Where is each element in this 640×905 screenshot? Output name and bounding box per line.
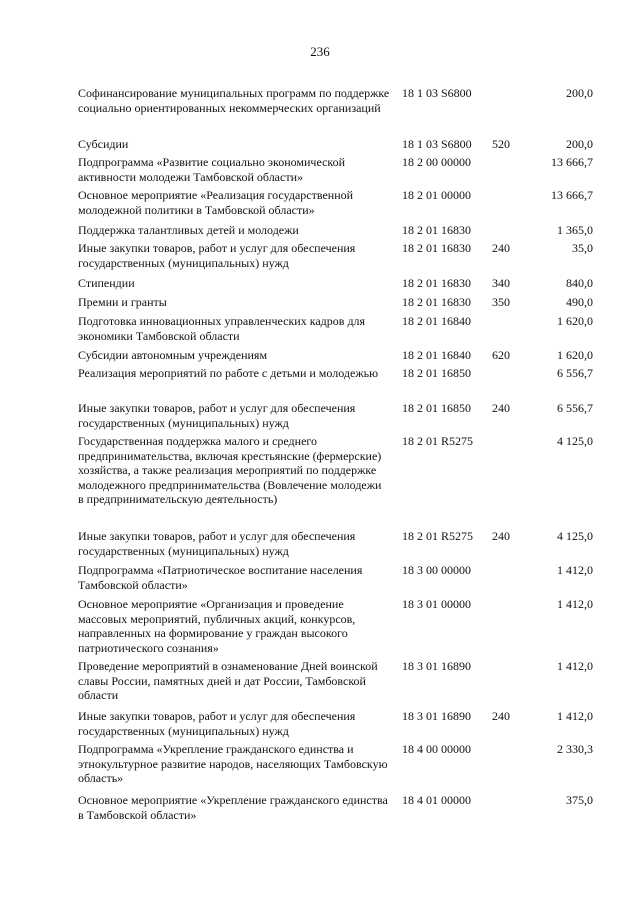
row-name: Подпрограмма «Патриотическое воспитание населения Тамбовской области» <box>78 563 363 592</box>
row-code: 18 1 03 S6800 <box>402 86 472 100</box>
row-amount: 840,0 <box>566 276 593 290</box>
row-amount: 35,0 <box>572 241 593 255</box>
row-type: 240 <box>492 709 510 723</box>
row-code: 18 2 01 16840 <box>402 314 471 328</box>
row-code: 18 2 01 16830 <box>402 295 471 309</box>
row-amount: 1 412,0 <box>557 563 593 577</box>
row-code: 18 3 01 16890 <box>402 709 471 723</box>
page-number: 236 <box>310 44 330 59</box>
row-name: Иные закупки товаров, работ и услуг для обеспечения государственных (муниципальных) нужд <box>78 709 356 738</box>
row-type: 520 <box>492 137 510 151</box>
row-amount: 2 330,3 <box>557 742 593 756</box>
row-name: Основное мероприятие «Организация и проведение массовых мероприятий, публичных акций, конкурсов, направленных на формирование у граждан высокого патриотического сознания» <box>78 597 356 655</box>
row-amount: 6 556,7 <box>557 366 593 380</box>
row-code: 18 3 01 16890 <box>402 659 471 673</box>
row-amount: 1 620,0 <box>557 314 593 328</box>
row-code: 18 2 01 16850 <box>402 401 471 415</box>
row-code: 18 3 01 00000 <box>402 597 471 611</box>
row-amount: 1 412,0 <box>557 709 593 723</box>
row-name: Проведение мероприятий в ознаменование Дней воинской славы России, памятных дней и дат России, Тамбовской области <box>78 659 378 702</box>
row-code: 18 1 03 S6800 <box>402 137 472 151</box>
row-amount: 4 125,0 <box>557 434 593 448</box>
row-code: 18 2 01 R5275 <box>402 529 474 543</box>
row-code: 18 2 01 16830 <box>402 223 471 237</box>
row-name: Иные закупки товаров, работ и услуг для обеспечения государственных (муниципальных) нужд <box>78 241 356 270</box>
row-amount: 6 556,7 <box>557 401 593 415</box>
row-name: Подготовка инновационных управленческих кадров для экономики Тамбовской области <box>78 314 366 343</box>
row-code: 18 2 01 16850 <box>402 366 471 380</box>
row-name: Иные закупки товаров, работ и услуг для обеспечения государственных (муниципальных) нужд <box>78 401 356 430</box>
row-code: 18 4 00 00000 <box>402 742 471 756</box>
row-amount: 1 412,0 <box>557 659 593 673</box>
row-name: Иные закупки товаров, работ и услуг для обеспечения государственных (муниципальных) нужд <box>78 529 356 558</box>
row-type: 340 <box>492 276 510 290</box>
row-amount: 13 666,7 <box>551 188 593 202</box>
row-name: Софинансирование муниципальных программ по поддержке социально ориентированных некоммерческих организаций <box>78 86 390 115</box>
row-type: 350 <box>492 295 510 309</box>
row-type: 240 <box>492 241 510 255</box>
row-name: Стипендии <box>78 276 135 290</box>
row-amount: 4 125,0 <box>557 529 593 543</box>
row-code: 18 2 01 00000 <box>402 188 471 202</box>
row-code: 18 3 00 00000 <box>402 563 471 577</box>
row-name: Подпрограмма «Развитие социально экономической активности молодежи Тамбовской области» <box>78 155 346 184</box>
row-amount: 200,0 <box>566 137 593 151</box>
row-code: 18 4 01 00000 <box>402 793 471 807</box>
row-amount: 1 412,0 <box>557 597 593 611</box>
row-name: Основное мероприятие «Укрепление гражданского единства в Тамбовской области» <box>78 793 388 822</box>
row-name: Субсидии автономным учреждениям <box>78 348 268 362</box>
row-type: 240 <box>492 529 510 543</box>
row-amount: 1 365,0 <box>557 223 593 237</box>
row-amount: 490,0 <box>566 295 593 309</box>
row-name: Премии и гранты <box>78 295 167 309</box>
row-code: 18 2 01 R5275 <box>402 434 474 448</box>
row-code: 18 2 01 16830 <box>402 276 471 290</box>
row-name: Реализация мероприятий по работе с детьми и молодежью <box>78 366 379 380</box>
row-amount: 375,0 <box>566 793 593 807</box>
row-type: 620 <box>492 348 510 362</box>
row-name: Субсидии <box>78 137 129 151</box>
row-type: 240 <box>492 401 510 415</box>
row-name: Государственная поддержка малого и среднего предпринимательства, включая крестьянские (фермерские) хозяйства, а также реализация мероприятий по поддержке молодежного предпринимательства (Вовлечение молодежи в предпринимательскую деятельность) <box>78 434 382 506</box>
row-name: Поддержка талантливых детей и молодежи <box>78 223 299 237</box>
row-code: 18 2 01 16840 <box>402 348 471 362</box>
row-name: Подпрограмма «Укрепление гражданского единства и этнокультурное развитие народов, населяющих Тамбовскую область» <box>78 742 388 785</box>
row-amount: 200,0 <box>566 86 593 100</box>
row-name: Основное мероприятие «Реализация государственной молодежной политики в Тамбовской области» <box>78 188 354 217</box>
row-amount: 13 666,7 <box>551 155 593 169</box>
row-code: 18 2 01 16830 <box>402 241 471 255</box>
row-amount: 1 620,0 <box>557 348 593 362</box>
row-code: 18 2 00 00000 <box>402 155 471 169</box>
